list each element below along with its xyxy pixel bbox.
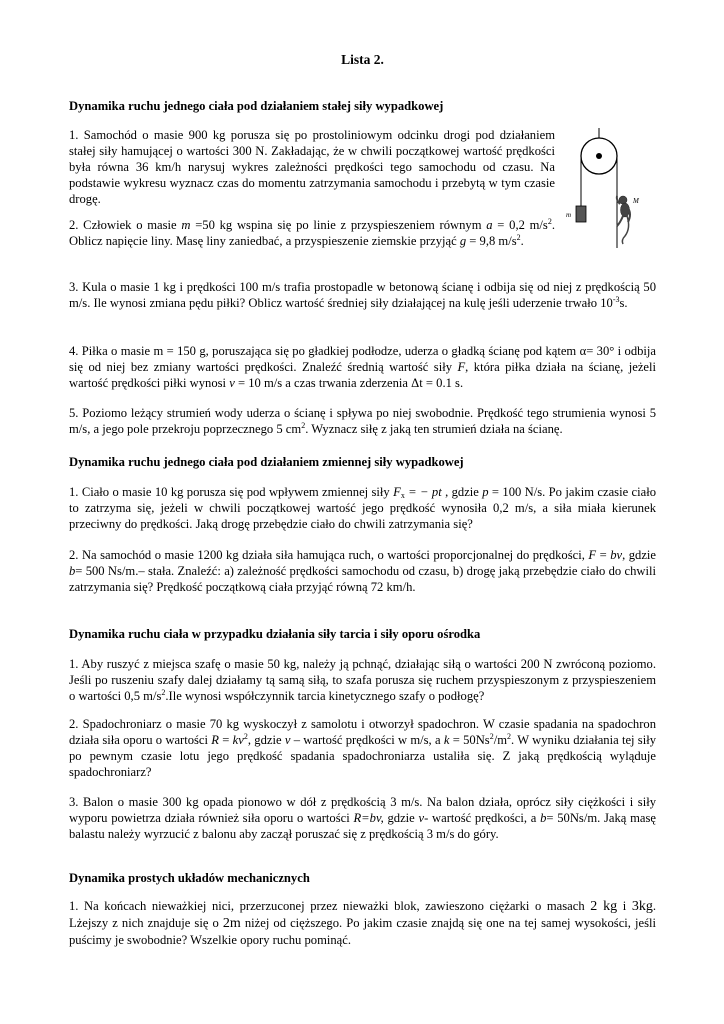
mass-block: [576, 206, 586, 222]
section-heading-constant-force: Dynamika ruchu jednego ciała pod działaniem stałej siły wypadkowej: [69, 99, 444, 113]
mass-label-m: m: [566, 211, 572, 219]
problem-1-5: 5. Poziomo leżący strumień wody uderza o ścianę i spływa po niej swobodnie. Prędkość tego strumienia wynosi 5 m/s, a jego pole przekroju poprzecznego 5 $cm^2$. Wyznacz siłę z jaką ten strumień działa na ścianę.: [69, 406, 656, 436]
problem-3-1: 1. Aby ruszyć z miejsca szafę o masie 50 kg, należy ją pchnąć, działając siłą o wartości 200 N zwróconą poziomo. Jeśli po ruszeniu szafy dalej działamy tą samą siłą, to szafa porusza się ruchem przyspieszonym z przyspieszeniem o wartości 0,5 $m/s^2.Ile$ wynosi współczynnik tarcia kinetycznego szafy o podłogę?: [69, 657, 656, 703]
pulley-figure: [565, 128, 655, 250]
problem-3-3: 3. Balon o masie 300 kg opada pionowo w dół z prędkością 3 m/s. Na balon działa, oprócz siły ciężkości i siły wyporu powietrza działa również siła oporu o wartości R=bv, gdzie v- wartość prędkości, a b= 50Ns/m. Jaką masę balastu należy wyrzucić z balonu aby zaczął poruszać się z prędkością 3 m/s do góry.: [69, 795, 656, 841]
pulley-axle: [596, 153, 602, 159]
section-heading-mechanical-systems: Dynamika prostych układów mechanicznych: [69, 871, 310, 885]
mass-label-M: M: [633, 197, 639, 205]
problem-3-2: 2. Spadochroniarz o masie 70 kg wyskoczył z samolotu i otworzył spadochron. W czasie spadania na spadochron działa siła oporu o wartości $R = kv^2$, gdzie v – wartość prędkości w m/s, a $k = 50Ns^2/m^2$. W wyniku działania tej siły po pewnym czasie lotu jego prędkość spadania spadochroniarza ustaliła się. Z jaką prędkością wyląduje spadochroniarz?: [69, 717, 657, 779]
problem-1-4: 4. Piłka o masie m = 150 g, poruszająca się po gładkiej podłodze, uderza o gładką ścianę pod kątem α= 30° i odbija się od niej bez zmiany wartości prędkości. Znaleźć średnią wartość siły F, która piłka działa na ścianę, jeżeli wartość prędkości piłki wynosi v = 10 m/s a czas trwania zderzenia Δt = 0.1 s.: [69, 344, 657, 390]
problem-1-3: 3. Kula o masie 1 kg i prędkości 100 m/s trafia prostopadle w betonową ścianę i odbija się od niej z prędkością 50 m/s. Ile wynosi zmiana pędu piłki? Oblicz wartość średniej siły działającej na kulę jeśli uderzenie trwało $10^{-3}s$.: [69, 280, 656, 310]
section-heading-variable-force: Dynamika ruchu jednego ciała pod działaniem zmiennej siły wypadkowej: [69, 455, 464, 469]
page-title: Lista 2.: [341, 52, 384, 67]
problem-1-1: 1. Samochód o masie 900 kg porusza się po prostoliniowym odcinku drogi pod działaniem stałej siły hamującej o wartości 300 N. Zakładając, że w chwili początkowej wartość prędkości była równa 36 km/h narysuj wykres zależności prędkości tego samochodu od czasu. Na podstawie wykresu wyznacz czas do momentu zatrzymania samochodu i przebytą w tym czasie drogę.: [69, 128, 555, 206]
problem-1-2: 2. Człowiek o masie m =50 kg wspina się po linie z przyspieszeniem równym a = 0,2 $m/s^2$. Oblicz napięcie liny. Masę liny zaniedbać, a przyspieszenie ziemskie przyjąć g = 9,8 $m/s^2$.: [69, 217, 555, 248]
monkey-icon: [617, 196, 630, 244]
problem-4-1: 1. Na końcach nieważkiej nici, przerzuconej przez nieważki blok, zawieszono ciężarki o masach 2 kg i 3kg. Lżejszy z nich znajduje się o 2m niżej od cięższego. Po jakim czasie znajdą się one na tej samej wysokości, jeśli puścimy je swobodnie? Wszelkie opory ruchu pominąć.: [69, 899, 657, 947]
problem-2-1: 1. Ciało o masie 10 kg porusza się pod wpływem zmiennej siły $F_x$ = − pt , gdzie p = 100 N/s. Po jakim czasie ciało to zatrzyma się, jeżeli w chwili początkowej wartość jego prędkość wynosiła 0,2 m/s, a siła miała kierunek przeciwny do prędkości. Jaką drogę przebędzie ciało do chwili zatrzymania się?: [69, 485, 657, 531]
problem-2-2: 2. Na samochód o masie 1200 kg działa siła hamująca ruch, o wartości proporcjonalnej do prędkości, F = bv, gdzie b= 500 Ns/m.– stała. Znaleźć: a) zależność prędkości samochodu od czasu, b) drogę jaką przebędzie ciało do chwili zatrzymania się? Prędkość początkową ciała przyjąć równą 72 km/h.: [69, 548, 656, 594]
section-heading-friction: Dynamika ruchu ciała w przypadku działania siły tarcia i siły oporu ośrodka: [69, 627, 481, 641]
